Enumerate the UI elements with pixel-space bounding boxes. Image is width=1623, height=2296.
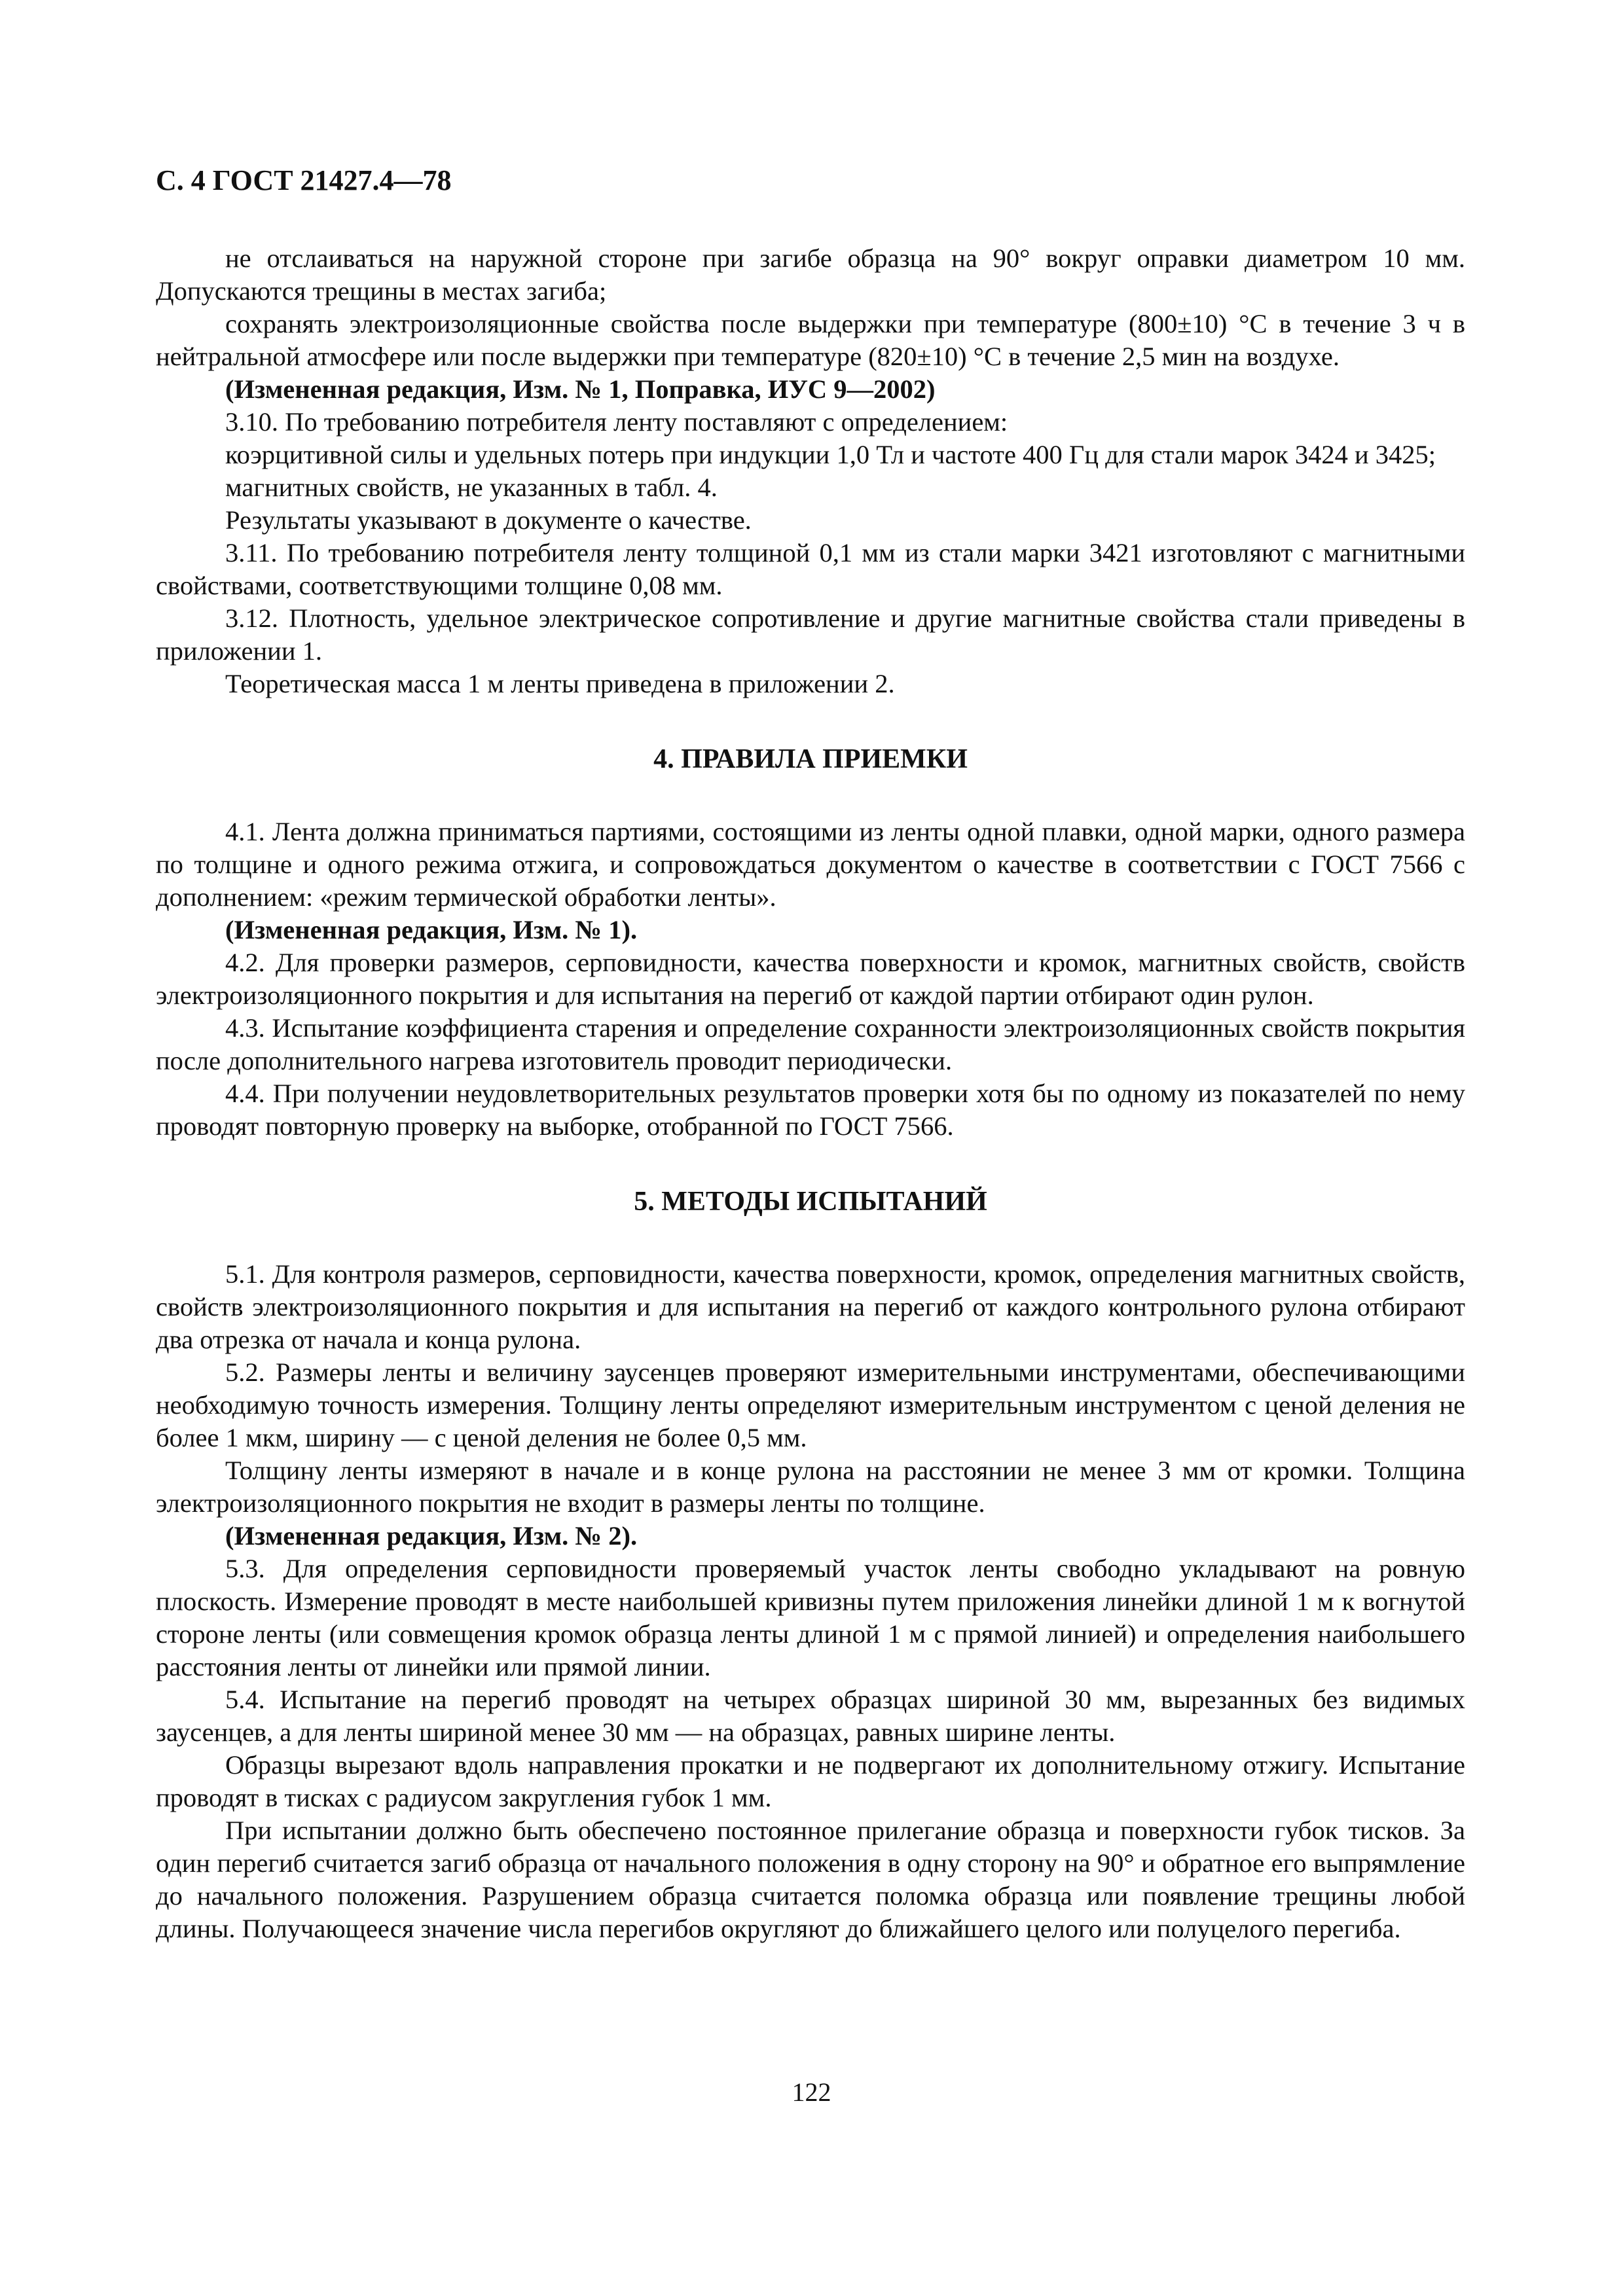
clause-5-2: 5.2. Размеры ленты и величину заусенцев проверяют измерительными инструментами, обеспечивающими необходимую точность измерения. Толщину ленты определяют измерительным инструментом с ценой деления не более 1 мкм, ширину — с ценой деления не более 0,5 мм. xyxy=(156,1357,1465,1452)
amendment-note: (Измененная редакция, Изм. № 1, Поправка, ИУС 9—2002) xyxy=(225,374,936,404)
clause-4-3: 4.3. Испытание коэффициента старения и определение сохранности электроизоляционных свойств покрытия после дополнительного нагрева изготовитель проводит периодически. xyxy=(156,1013,1465,1075)
paragraph: Результаты указывают в документе о качестве. xyxy=(225,505,752,535)
clause-5-4: 5.4. Испытание на перегиб проводят на четырех образцах шириной 30 мм, вырезанных без видимых заусенцев, а для ленты шириной менее 30 мм — на образцах, равных ширине ленты. xyxy=(156,1685,1465,1747)
paragraph: Толщину ленты измеряют в начале и в конце рулона на расстоянии не менее 3 мм от кромки. Толщина электроизоляционного покрытия не входит в размеры ленты по толщине. xyxy=(156,1456,1465,1518)
clause-5-1: 5.1. Для контроля размеров, серповидности, качества поверхности, кромок, определения магнитных свойств, свойств электроизоляционного покрытия и для испытания на перегиб от каждого контрольного рулона отбирают два отрезка от начала и конца рулона. xyxy=(156,1259,1465,1354)
section-5-heading: 5. МЕТОДЫ ИСПЫТАНИЙ xyxy=(634,1187,987,1217)
paragraph: коэрцитивной силы и удельных потерь при индукции 1,0 Тл и частоте 400 Гц для стали марок 3424 и 3425; xyxy=(225,440,1436,469)
paragraph: При испытании должно быть обеспечено постоянное прилегание образца и поверхности губок тисков. За один перегиб считается загиб образца от начального положения в одну сторону на 90° и обратное его выпрямление до начального положения. Разрушением образца считается поломка образца или появление трещины любой длины. Получающееся значение числа перегибов округляют до ближайшего целого или полуцелого перегиба. xyxy=(156,1816,1465,1943)
clause-5-3: 5.3. Для определения серповидности проверяемый участок ленты свободно укладывают на ровную плоскость. Измерение проводят в месте наибольшей кривизны путем приложения линейки длиной 1 м к вогнутой стороне ленты (или совмещения кромок образца ленты длиной 1 м с прямой линией) и определения наибольшего расстояния ленты от линейки или прямой линии. xyxy=(156,1554,1465,1681)
section-3-continuation xyxy=(156,242,1465,700)
paragraph: сохранять электроизоляционные свойства после выдержки при температуре (800±10) °С в течение 3 ч в нейтральной атмосфере или после выдержки при температуре (820±10) °С в течение 2,5 мин на воздухе. xyxy=(156,309,1465,371)
clause-3-11: 3.11. По требованию потребителя ленту толщиной 0,1 мм из стали марки 3421 изготовляют с магнитными свойствами, соответствующими толщине 0,08 мм. xyxy=(156,538,1465,600)
running-header: С. 4 ГОСТ 21427.4—78 xyxy=(156,164,452,196)
section-4-body xyxy=(156,816,1465,1143)
section-5-body xyxy=(156,1258,1465,1945)
paragraph: Образцы вырезают вдоль направления прокатки и не подвергают их дополнительному отжигу. Испытание проводят в тисках с радиусом закругления губок 1 мм. xyxy=(156,1750,1465,1812)
amendment-note: (Измененная редакция, Изм. № 2). xyxy=(225,1521,638,1551)
clause-4-2: 4.2. Для проверки размеров, серповидности, качества поверхности и кромок, магнитных свойств, свойств электроизоляционного покрытия и для испытания на перегиб от каждой партии отбирают один рулон. xyxy=(156,948,1465,1010)
clause-3-10: 3.10. По требованию потребителя ленту поставляют с определением: xyxy=(225,407,1008,437)
paragraph: не отслаиваться на наружной стороне при загибе образца на 90° вокруг оправки диаметром 10 мм. Допускаются трещины в местах загиба; xyxy=(156,243,1465,306)
document-body xyxy=(156,242,1465,1945)
section-4-heading: 4. ПРАВИЛА ПРИЕМКИ xyxy=(653,744,968,774)
clause-4-4: 4.4. При получении неудовлетворительных результатов проверки хотя бы по одному из показателей по нему проводят повторную проверку на выборке, отобранной по ГОСТ 7566. xyxy=(156,1079,1465,1141)
paragraph: Теоретическая масса 1 м ленты приведена в приложении 2. xyxy=(225,669,895,698)
amendment-note: (Измененная редакция, Изм. № 1). xyxy=(225,915,638,944)
clause-3-12: 3.12. Плотность, удельное электрическое сопротивление и другие магнитные свойства стали приведены в приложении 1. xyxy=(156,603,1465,666)
page-number: 122 xyxy=(792,2077,831,2107)
clause-4-1: 4.1. Лента должна приниматься партиями, состоящими из ленты одной плавки, одной марки, одного размера по толщине и одного режима отжига, и сопровождаться документом о качестве в соответствии с ГОСТ 7566 с дополнением: «режим термической обработки ленты». xyxy=(156,817,1465,912)
paragraph: магнитных свойств, не указанных в табл. 4. xyxy=(225,473,718,502)
